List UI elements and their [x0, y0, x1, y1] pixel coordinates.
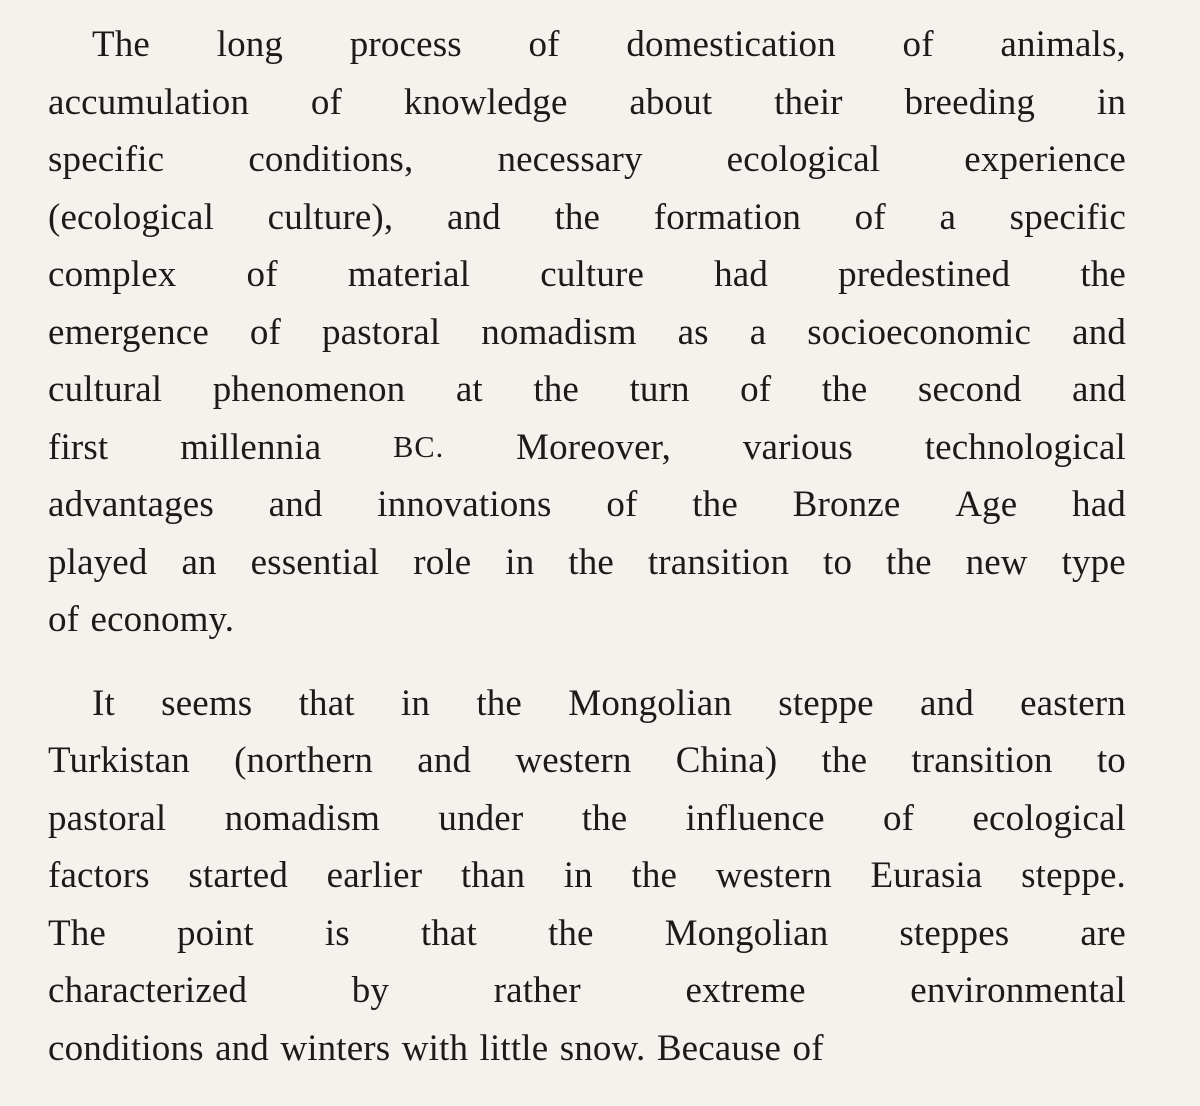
word: of	[48, 599, 80, 640]
word: advantages	[48, 484, 214, 525]
text-line	[48, 962, 1126, 1020]
word: first	[48, 426, 109, 468]
word: the	[533, 369, 579, 410]
text-line	[48, 419, 1126, 477]
word: point	[177, 912, 254, 954]
word: are	[1080, 912, 1126, 954]
word: the	[568, 541, 614, 583]
word: played	[48, 541, 148, 583]
word: Moreover,	[516, 426, 672, 468]
paragraph-2	[48, 675, 1126, 1078]
word: and	[919, 682, 974, 724]
word: to	[1096, 740, 1126, 781]
word: that	[298, 682, 355, 724]
text-line	[48, 361, 1126, 419]
word: culture	[540, 254, 645, 295]
text-line	[48, 131, 1126, 189]
word: the	[581, 797, 628, 839]
word: rather	[493, 970, 581, 1011]
word: phenomenon	[212, 369, 406, 410]
word: western	[515, 740, 632, 781]
word: new	[965, 541, 1028, 583]
word: with	[401, 1027, 469, 1069]
word: extreme	[685, 970, 806, 1011]
word: by	[351, 970, 390, 1011]
word: long	[216, 24, 284, 65]
word: BC.	[393, 429, 445, 464]
word: Mongolian	[664, 912, 829, 954]
word: formation	[653, 196, 802, 238]
word: of	[792, 1027, 824, 1069]
word: turn	[629, 369, 690, 410]
word: process	[349, 24, 462, 65]
word: had	[714, 254, 768, 295]
word: It	[92, 682, 115, 724]
word: domestication	[626, 24, 836, 65]
word: accumulation	[48, 81, 250, 123]
word: in	[505, 541, 535, 583]
word: socioeconomic	[807, 311, 1032, 353]
text-line	[48, 732, 1126, 790]
word: of	[606, 484, 638, 525]
text-line	[48, 591, 1126, 649]
word: in	[563, 855, 593, 896]
word: of	[249, 311, 281, 353]
word: animals,	[1000, 24, 1126, 65]
word: Turkistan	[48, 740, 190, 781]
word: of	[854, 196, 886, 238]
word: in	[1096, 81, 1126, 123]
word: the	[886, 541, 932, 583]
word: conditions,	[248, 139, 414, 180]
word: influence	[685, 797, 825, 839]
word: at	[455, 369, 483, 410]
word: innovations	[377, 484, 552, 525]
word: specific	[48, 139, 165, 180]
word: a	[939, 196, 957, 238]
word: material	[347, 254, 471, 295]
word: the	[821, 740, 868, 781]
word: had	[1072, 484, 1126, 525]
word: (northern	[234, 740, 374, 781]
word: started	[188, 855, 289, 896]
word: various	[742, 426, 853, 468]
body-text	[48, 16, 1126, 1077]
text-line	[48, 16, 1126, 74]
word: Eurasia	[870, 855, 983, 896]
word: an	[181, 541, 217, 583]
word: nomadism	[224, 797, 381, 839]
word: transition	[647, 541, 790, 583]
word: experience	[964, 139, 1126, 180]
word: essential	[250, 541, 380, 583]
word: knowledge	[403, 81, 568, 123]
word: ecological	[726, 139, 881, 180]
word: about	[629, 81, 713, 123]
text-line	[48, 847, 1126, 905]
word: and	[1072, 369, 1126, 410]
text-line	[48, 534, 1126, 592]
word: to	[823, 541, 853, 583]
word: steppe	[778, 682, 874, 724]
text-line	[48, 1020, 1126, 1078]
word: factors	[48, 855, 150, 896]
word: that	[420, 912, 477, 954]
word: of	[528, 24, 560, 65]
word: the	[547, 912, 594, 954]
word: Mongolian	[568, 682, 732, 724]
word: of	[310, 81, 343, 123]
word: little	[479, 1027, 549, 1069]
word: the	[631, 855, 678, 896]
paragraph-1	[48, 16, 1126, 649]
word: and	[446, 196, 501, 238]
word: cultural	[48, 369, 163, 410]
word: The	[92, 24, 150, 65]
text-line	[48, 74, 1126, 132]
word: as	[677, 311, 709, 353]
word: the	[1080, 254, 1126, 295]
word: of	[246, 254, 278, 295]
word: (ecological	[48, 196, 215, 238]
word: millennia	[180, 426, 322, 468]
word: of	[883, 797, 915, 839]
text-line	[48, 304, 1126, 362]
word: environmental	[910, 970, 1126, 1011]
word: under	[438, 797, 524, 839]
word: nomadism	[481, 311, 637, 353]
word: the	[821, 369, 868, 410]
word: The	[48, 912, 106, 954]
word: and	[417, 740, 472, 781]
word: steppe.	[1021, 855, 1126, 896]
word: technological	[924, 426, 1126, 468]
word: and	[268, 484, 323, 525]
word: predestined	[838, 254, 1011, 295]
word: western	[715, 855, 832, 896]
word: Bronze	[792, 484, 901, 525]
word: characterized	[48, 970, 248, 1011]
text-line	[48, 189, 1126, 247]
word: and	[1072, 311, 1126, 353]
text-line	[48, 790, 1126, 848]
word: of	[902, 24, 934, 65]
word: winters	[280, 1027, 391, 1069]
word: in	[400, 682, 431, 724]
text-line	[48, 675, 1126, 733]
word: conditions	[48, 1027, 204, 1069]
word: snow.	[559, 1027, 646, 1069]
word: seems	[161, 682, 253, 724]
word: complex	[48, 254, 177, 295]
word: second	[917, 369, 1022, 410]
word: the	[554, 196, 601, 238]
word: specific	[1009, 196, 1126, 238]
word: necessary	[497, 139, 643, 180]
word: economy.	[90, 599, 235, 640]
text-line	[48, 905, 1126, 963]
word: role	[413, 541, 472, 583]
word: the	[692, 484, 738, 525]
paragraph-gap	[48, 649, 1126, 675]
word: earlier	[326, 855, 423, 896]
text-line	[48, 476, 1126, 534]
word: eastern	[1020, 682, 1126, 724]
word: breeding	[904, 81, 1036, 123]
word: ecological	[972, 797, 1126, 839]
word: and	[215, 1027, 269, 1069]
word: culture),	[267, 196, 394, 238]
word: Age	[955, 484, 1018, 525]
text-line	[48, 246, 1126, 304]
word: their	[774, 81, 843, 123]
word: pastoral	[48, 797, 167, 839]
word: pastoral	[321, 311, 441, 353]
word: transition	[911, 740, 1053, 781]
word: a	[749, 311, 767, 353]
word: Because	[656, 1027, 782, 1069]
word: emergence	[48, 311, 209, 353]
word: type	[1061, 541, 1126, 583]
word: is	[324, 912, 350, 954]
word: of	[740, 369, 772, 410]
word: China)	[675, 740, 778, 781]
word: the	[476, 682, 522, 724]
word: than	[460, 855, 526, 896]
word: steppes	[899, 912, 1010, 954]
